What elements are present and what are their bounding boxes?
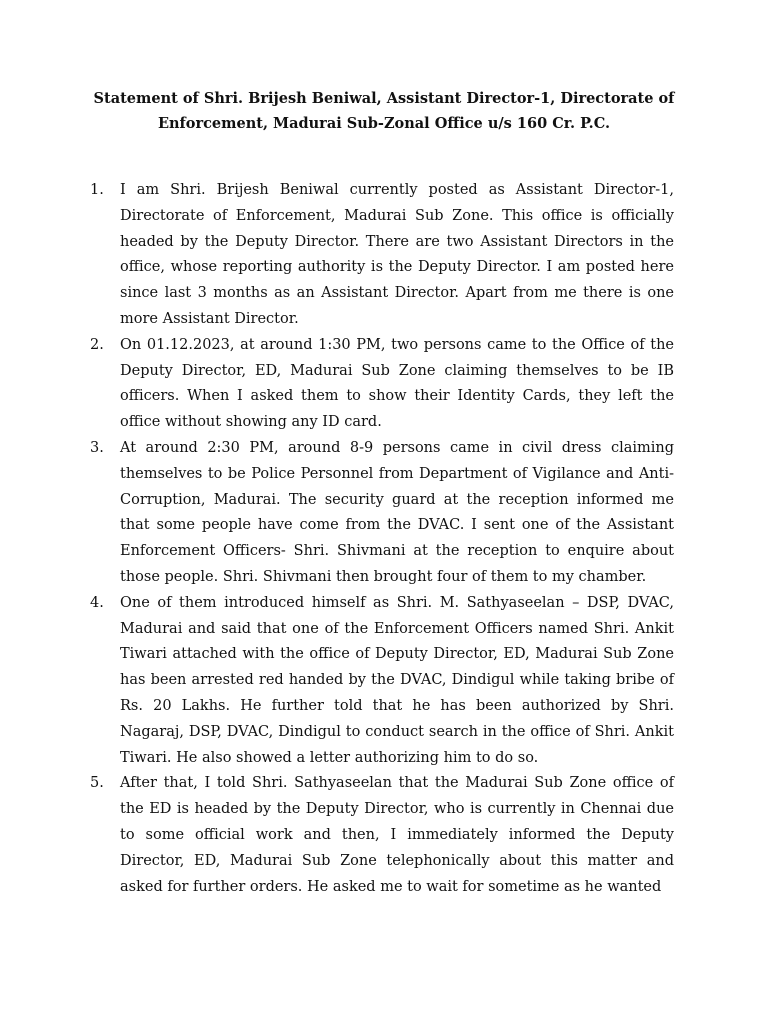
statement-title: [90, 86, 678, 136]
statement-paragraph-4: [90, 591, 674, 772]
statement-paragraph-3: [90, 436, 674, 591]
statement-title-line-2: Enforcement, Madurai Sub-Zonal Office u/s 160 Cr. P.C.: [157, 115, 611, 132]
paragraph-number: 1.: [90, 182, 104, 198]
paragraph-text: One of them introduced himself as Shri. M. Sathyaseelan – DSP, DVAC, Madurai and said that one of the Enforcement Officers named Shri. Ankit Tiwari attached with the office of Deputy Director, ED, Madurai Sub Zone has been arrested red handed by the DVAC, Dindigul while taking bribe of Rs. 20 Lakhs. He further told that he has been authorized by Shri. Nagaraj, DSP, DVAC, Dindigul to conduct search in the office of Shri. Ankit Tiwari. He also showed a letter authorizing him to do so.: [120, 594, 674, 766]
paragraph-number: 4.: [90, 594, 104, 611]
paragraph-number: 2.: [90, 336, 104, 353]
statement-paragraph-list: [90, 178, 674, 900]
statement-paragraph-1: [90, 178, 674, 333]
paragraph-number: 5.: [90, 775, 104, 792]
statement-paragraph-5: [90, 771, 674, 900]
paragraph-text: I am Shri. Brijesh Beniwal currently posted as Assistant Director-1, Directorate of Enforcement, Madurai Sub Zone. This office is officially headed by the Deputy Director. There are two Assistant Directors in the office, whose reporting authority is the Deputy Director. I am posted here since last 3 months as an Assistant Director. Apart from me there is one more Assistant Director.: [120, 182, 674, 327]
statement-title-line-1: Statement of Shri. Brijesh Beniwal, Assistant Director-1, Directorate of: [93, 90, 675, 107]
paragraph-number: 3.: [90, 439, 104, 456]
statement-paragraph-2: [90, 333, 674, 436]
paragraph-text: At around 2:30 PM, around 8-9 persons came in civil dress claiming themselves to be Police Personnel from Department of Vigilance and Anti-Corruption, Madurai. The security guard at the reception informed me that some people have come from the DVAC. I sent one of the Assistant Enforcement Officers- Shri. Shivmani at the reception to enquire about those people. Shri. Shivmani then brought four of them to my chamber.: [120, 439, 674, 585]
paragraph-text: After that, I told Shri. Sathyaseelan that the Madurai Sub Zone office of the ED is headed by the Deputy Director, who is currently in Chennai due to some official work and then, I immediately informed the Deputy Director, ED, Madurai Sub Zone telephonically about this matter and asked for further orders. He asked me to wait for sometime as he wanted: [120, 775, 674, 895]
paragraph-text: On 01.12.2023, at around 1:30 PM, two persons came to the Office of the Deputy Director, ED, Madurai Sub Zone claiming themselves to be IB officers. When I asked them to show their Identity Cards, they left the office without showing any ID card.: [120, 336, 674, 431]
